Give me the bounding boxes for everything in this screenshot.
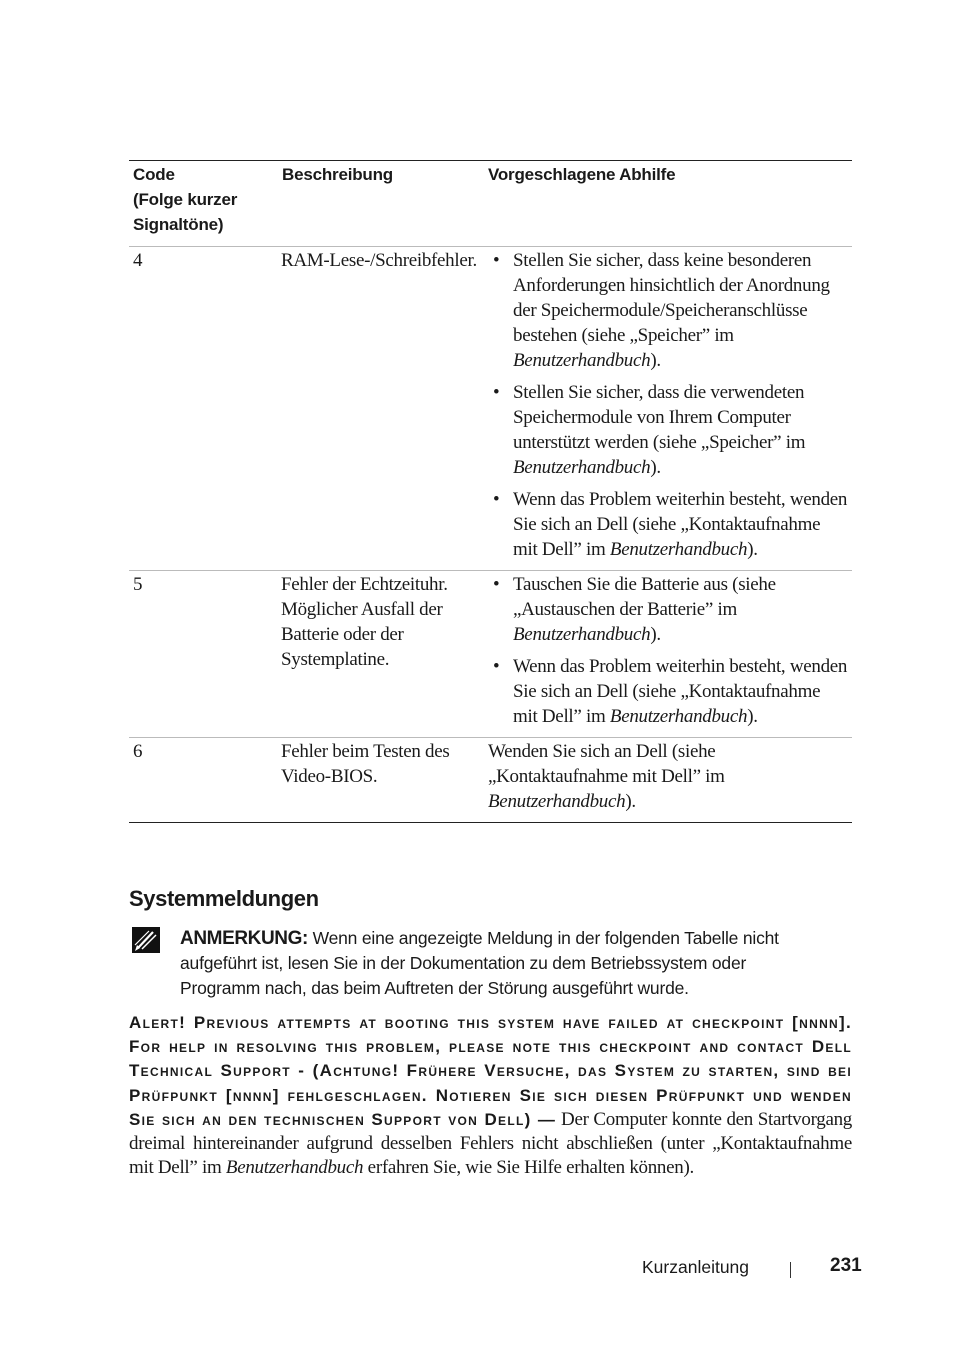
alert-explanation: Der Computer konnte den Startvorgang dreimal hintereinander aufgrund desselben Fehlers nicht abschließen (unter „Kontaktaufnahme mit Dell” im <box>129 1108 852 1179</box>
remedy-item <box>488 248 848 373</box>
pencil-note-icon <box>131 926 161 954</box>
remedy-text: Wenden Sie sich an Dell (siehe „Kontaktaufnahme mit Dell” im <box>488 741 725 787</box>
remedy-text: Stellen Sie sicher, dass die verwendeten Speichermodule von Ihrem Computer unterstützt werden (siehe „Speicher” im <box>513 382 806 453</box>
manual-reference: Benutzerhandbuch <box>225 1157 364 1179</box>
row-remedy <box>484 738 852 823</box>
remedy-tail: ). <box>747 706 758 727</box>
table-row <box>129 247 852 571</box>
remedy-tail: ). <box>650 624 661 645</box>
header-description: Beschreibung <box>282 165 393 184</box>
alert-explanation-tail: erfahren Sie, wie Sie Hilfe erhalten können). <box>363 1157 694 1179</box>
header-code-line-1: Code <box>133 165 175 184</box>
header-code <box>129 161 278 247</box>
remedy-item <box>488 654 848 729</box>
remedy-list <box>488 248 848 562</box>
remedy-list <box>488 572 848 729</box>
manual-reference: Benutzerhandbuch <box>609 539 748 560</box>
manual-reference: Benutzerhandbuch <box>513 624 651 645</box>
remedy-tail: ). <box>625 791 636 812</box>
remedy-tail: ). <box>650 350 661 371</box>
footer-divider <box>790 1262 791 1278</box>
alert-message-entry <box>129 1011 852 1180</box>
section-title: Systemmeldungen <box>129 886 319 911</box>
table-header-row <box>129 161 852 247</box>
table-row <box>129 738 852 823</box>
note-box <box>180 926 830 1001</box>
header-remedy: Vorgeschlagene Abhilfe <box>488 165 676 184</box>
alert-message: Alert! Previous attempts at booting this system have failed at checkpoint [nnnn]. For help in resolving this problem, please note this checkpoint and contact Dell Technical Support - (Achtung! Frühere Versuche, das System zu starten, sind bei Prüfpunkt [nnnn] fehlgeschlagen. Notieren Sie sich diesen Prüfpunkt und wenden Sie sich an den technischen Support von Dell) — <box>129 1013 852 1129</box>
bullet-icon: • <box>493 382 500 403</box>
row-remedy <box>484 571 852 738</box>
table-row <box>129 571 852 738</box>
row-remedy <box>484 247 852 571</box>
manual-reference: Benutzerhandbuch <box>513 457 651 478</box>
remedy-text: Stellen Sie sicher, dass keine besonderen Anforderungen hinsichtlich der Anordnung der Speichermodule/Speicheranschlüsse bestehen (siehe „Speicher” im <box>513 250 830 346</box>
header-code-line-3: Signaltöne) <box>133 215 224 234</box>
bullet-icon: • <box>493 489 500 510</box>
remedy-item <box>488 380 848 480</box>
page-number: 231 <box>830 1255 862 1276</box>
remedy-tail: ). <box>650 457 661 478</box>
beep-code-table <box>129 160 852 823</box>
remedy-text: Wenn das Problem weiterhin besteht, wenden Sie sich an Dell (siehe „Kontaktaufnahme mit Dell” im <box>513 489 848 560</box>
manual-reference: Benutzerhandbuch <box>609 706 748 727</box>
remedy-item <box>488 572 848 647</box>
note-label: ANMERKUNG: <box>180 928 308 949</box>
bullet-icon: • <box>493 656 500 677</box>
remedy-text: Wenn das Problem weiterhin besteht, wenden Sie sich an Dell (siehe „Kontaktaufnahme mit Dell” im <box>513 656 848 727</box>
row-description: Fehler der Echtzeituhr. Möglicher Ausfall der Batterie oder der Systemplatine. <box>281 574 448 670</box>
remedy-tail: ). <box>747 539 758 560</box>
row-description: RAM-Lese-/Schreibfehler. <box>281 250 477 271</box>
row-code: 5 <box>133 574 143 595</box>
bullet-icon: • <box>493 574 500 595</box>
bullet-icon: • <box>493 250 500 271</box>
row-code: 6 <box>133 741 143 762</box>
header-code-line-2: (Folge kurzer <box>133 190 238 209</box>
note-text: Wenn eine angezeigte Meldung in der folgenden Tabelle nicht aufgeführt ist, lesen Sie in der Dokumentation zu dem Betriebssystem oder Programm nach, das beim Auftreten der Störung ausgeführt wurde. <box>180 928 779 998</box>
row-description: Fehler beim Testen des Video-BIOS. <box>281 741 450 787</box>
remedy-item <box>488 487 848 562</box>
row-code: 4 <box>133 250 143 271</box>
manual-reference: Benutzerhandbuch <box>488 791 626 812</box>
manual-reference: Benutzerhandbuch <box>513 350 651 371</box>
footer-label: Kurzanleitung <box>642 1257 750 1277</box>
remedy-text: Tauschen Sie die Batterie aus (siehe „Austauschen der Batterie” im <box>513 574 776 620</box>
